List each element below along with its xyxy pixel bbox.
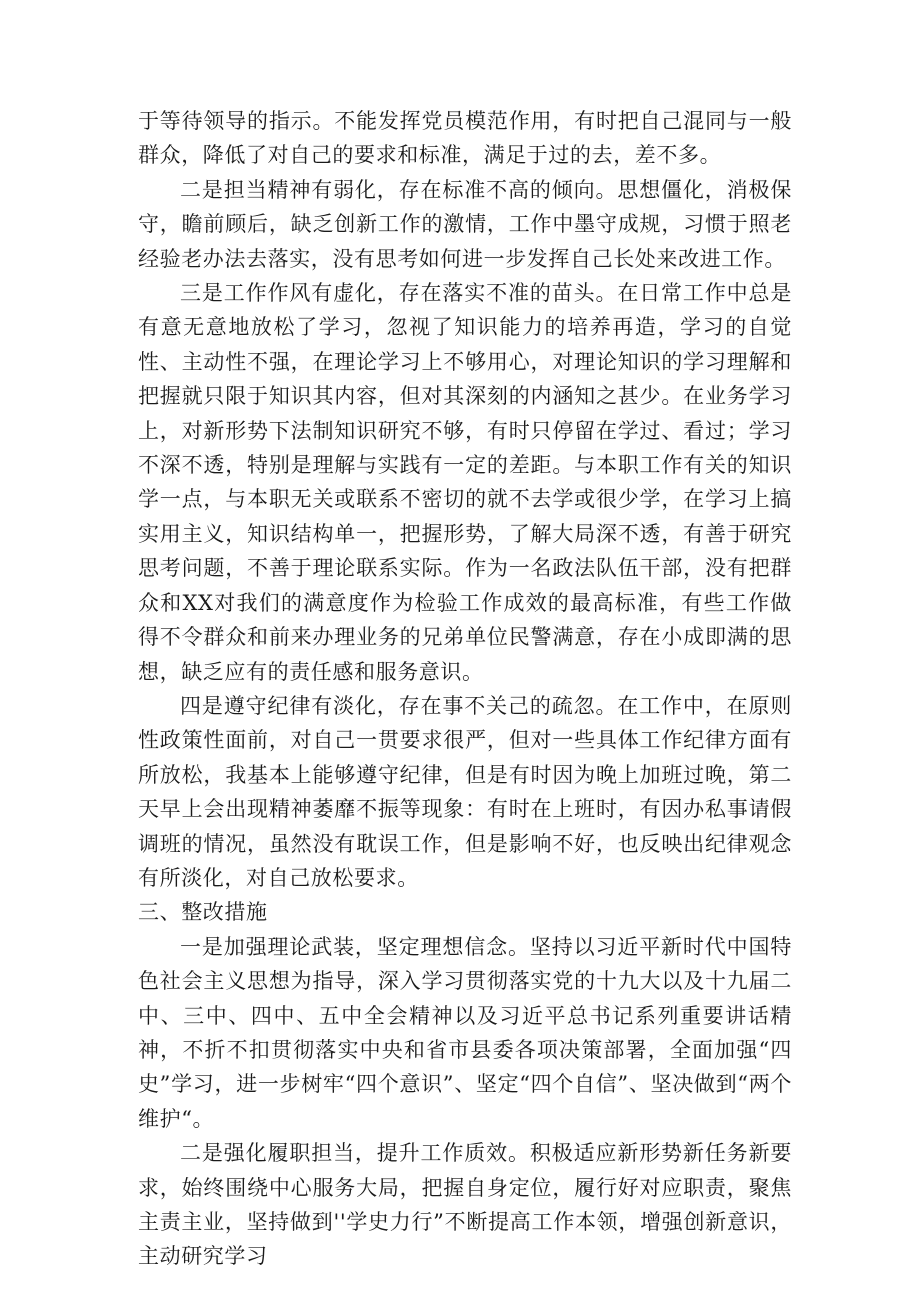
paragraph-continuation: 于等待领导的指示。不能发挥党员模范作用，有时把自己混同与一般群众，降低了对自己的要求和标准，满足于过的去，差不多。	[138, 109, 792, 168]
paragraph-discipline: 四是遵守纪律有淡化，存在事不关己的疏忽。在工作中，在原则性政策性面前，对自己一贯要求很严，但对一些具体工作纪律方面有所放松，我基本上能够遵守纪律，但是有时因为晚上加班过晚，第二天早上会出现精神萎靡不振等现象：有时在上班时，有因办私事请假调班的情况，虽然没有耽误工作，但是影响不好，也反映出纪律观念有所淡化，对自己放松要求。	[138, 693, 792, 890]
section-heading-rectification: 三、整改措施	[138, 900, 268, 925]
document-body	[138, 104, 792, 1274]
paragraph-theory: 一是加强理论武装，坚定理想信念。坚持以习近平新时代中国特色社会主义思想为指导，深入学习贯彻落实党的十九大以及十九届二中、三中、四中、五中全会精神以及习近平总书记系列重要讲话精神，不折不扣贯彻落实中央和省市县委各项决策部署，全面加强“四史”学习，进一步树牢“四个意识”、坚定“四个自信”、坚决做到“两个维护“。	[138, 934, 792, 1131]
paragraph-responsibility: 二是担当精神有弱化，存在标准不高的倾向。思想僵化，消极保守，瞻前顾后，缺乏创新工作的激情，工作中墨守成规，习惯于照老经验老办法去落实，没有思考如何进一步发挥自己长处来改进工作。	[138, 177, 792, 271]
paragraph-performance: 二是强化履职担当，提升工作质效。积极适应新形势新任务新要求，始终围绕中心服务大局，把握自身定位，履行好对应职责，聚焦主责主业，坚持做到''学史力行”不断提高工作本领，增强创新意识，主动研究学习	[138, 1141, 792, 1269]
paragraph-work-style: 三是工作作风有虚化，存在落实不准的苗头。在日常工作中总是有意无意地放松了学习，忽视了知识能力的培养再造，学习的自觉性、主动性不强，在理论学习上不够用心，对理论知识的学习理解和把握就只限于知识其内容，但对其深刻的内涵知之甚少。在业务学习上，对新形势下法制知识研究不够，有时只停留在学过、看过；学习不深不透，特别是理解与实践有一定的差距。与本职工作有关的知识学一点，与本职无关或联系不密切的就不去学或很少学，在学习上搞实用主义，知识结构单一，把握形势，了解大局深不透，有善于研究思考问题，不善于理论联系实际。作为一名政法队伍干部，没有把群众和XX对我们的满意度作为检验工作成效的最高标准，有些工作做得不令群众和前来办理业务的兄弟单位民警满意，存在小成即满的思想，缺乏应有的责任感和服务意识。	[138, 281, 792, 684]
